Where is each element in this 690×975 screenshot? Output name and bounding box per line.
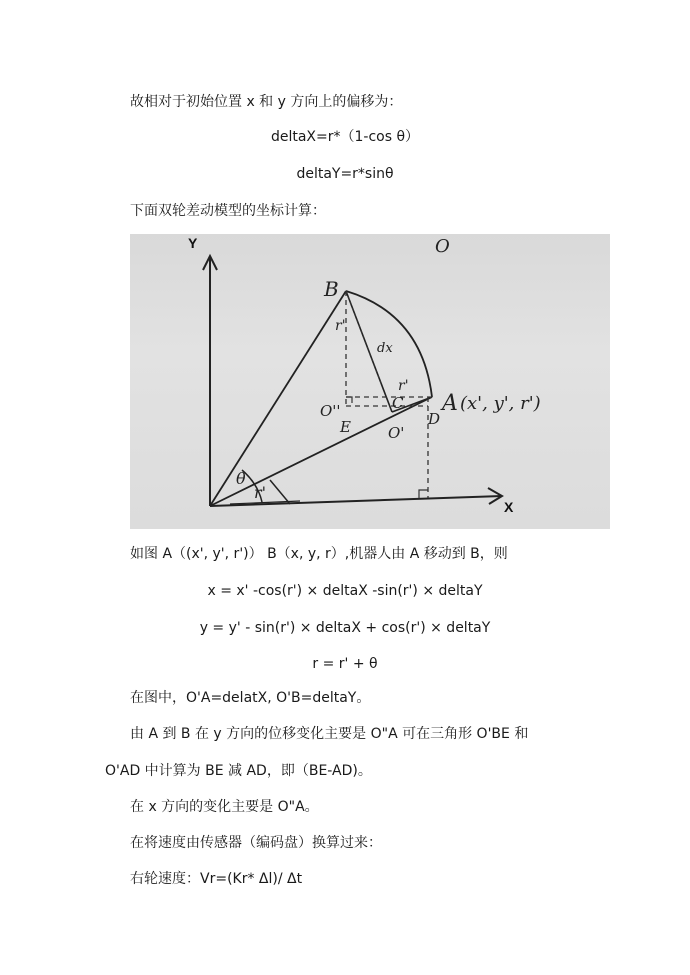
label-point-a: A [442,391,458,416]
label-dx: dx [377,341,393,356]
right-angle-mark-odblprime [346,397,352,403]
diagram-drawing [130,234,610,529]
formula-x: x = x' -cos(r') × deltaX -sin(r') × deltaY [207,583,483,599]
text-line-speed-intro: 在将速度由传感器（编码盘）换算过来： [130,835,382,851]
label-o-prime: O' [388,424,405,442]
text-line-model-intro: 下面双轮差动模型的坐标计算： [130,203,326,219]
text-line-points: 如图 A（(x', y', r')） B（x, y, r）,机器人由 A 移动到 B，则 [130,546,508,562]
diagram-photo [130,234,610,529]
label-y-axis: Y [188,235,198,251]
label-top-o: O [435,236,450,257]
label-rprime-a: r' [398,378,409,394]
text-line-y-change: 由 A 到 B 在 y 方向的位移变化主要是 O"A 可在三角形 O'BE 和 [130,726,529,742]
text-line-x-change: 在 x 方向的变化主要是 O"A。 [130,799,319,815]
label-o-dblprime: O'' [320,402,341,420]
rprime-angle-arc [270,480,290,504]
label-point-d: D [428,410,441,428]
formula-r: r = r' + θ [312,656,378,672]
label-point-e: E [340,418,351,436]
formula-deltay: deltaY=r*sinθ [296,166,394,182]
formula-y: y = y' - sin(r') × deltaX + cos(r') × deltaY [199,620,491,636]
label-point-c: C [392,394,404,412]
text-line-figure-note: 在图中，O'A=delatX, O'B=deltaY。 [130,690,371,706]
label-a-coords: (x', y', r') [460,393,541,414]
label-theta: θ [236,469,246,488]
ray-to-b [210,291,346,506]
label-rprime-b: r' [335,318,346,334]
text-line-right-wheel-speed: 右轮速度：Vr=(Kr* Δl)/ Δt [130,871,303,887]
text-line-y-change-cont: O'AD 中计算为 BE 减 AD，即（BE-AD)。 [105,763,372,779]
right-angle-mark-xaxis [419,490,428,498]
text-line-offset-intro: 故相对于初始位置 x 和 y 方向上的偏移为： [130,94,403,110]
label-rprime-origin: r' [254,483,267,502]
label-x-axis: X [504,499,514,515]
formula-deltax: deltaX=r*（1-cos θ） [270,129,420,145]
label-point-b: B [324,277,339,301]
